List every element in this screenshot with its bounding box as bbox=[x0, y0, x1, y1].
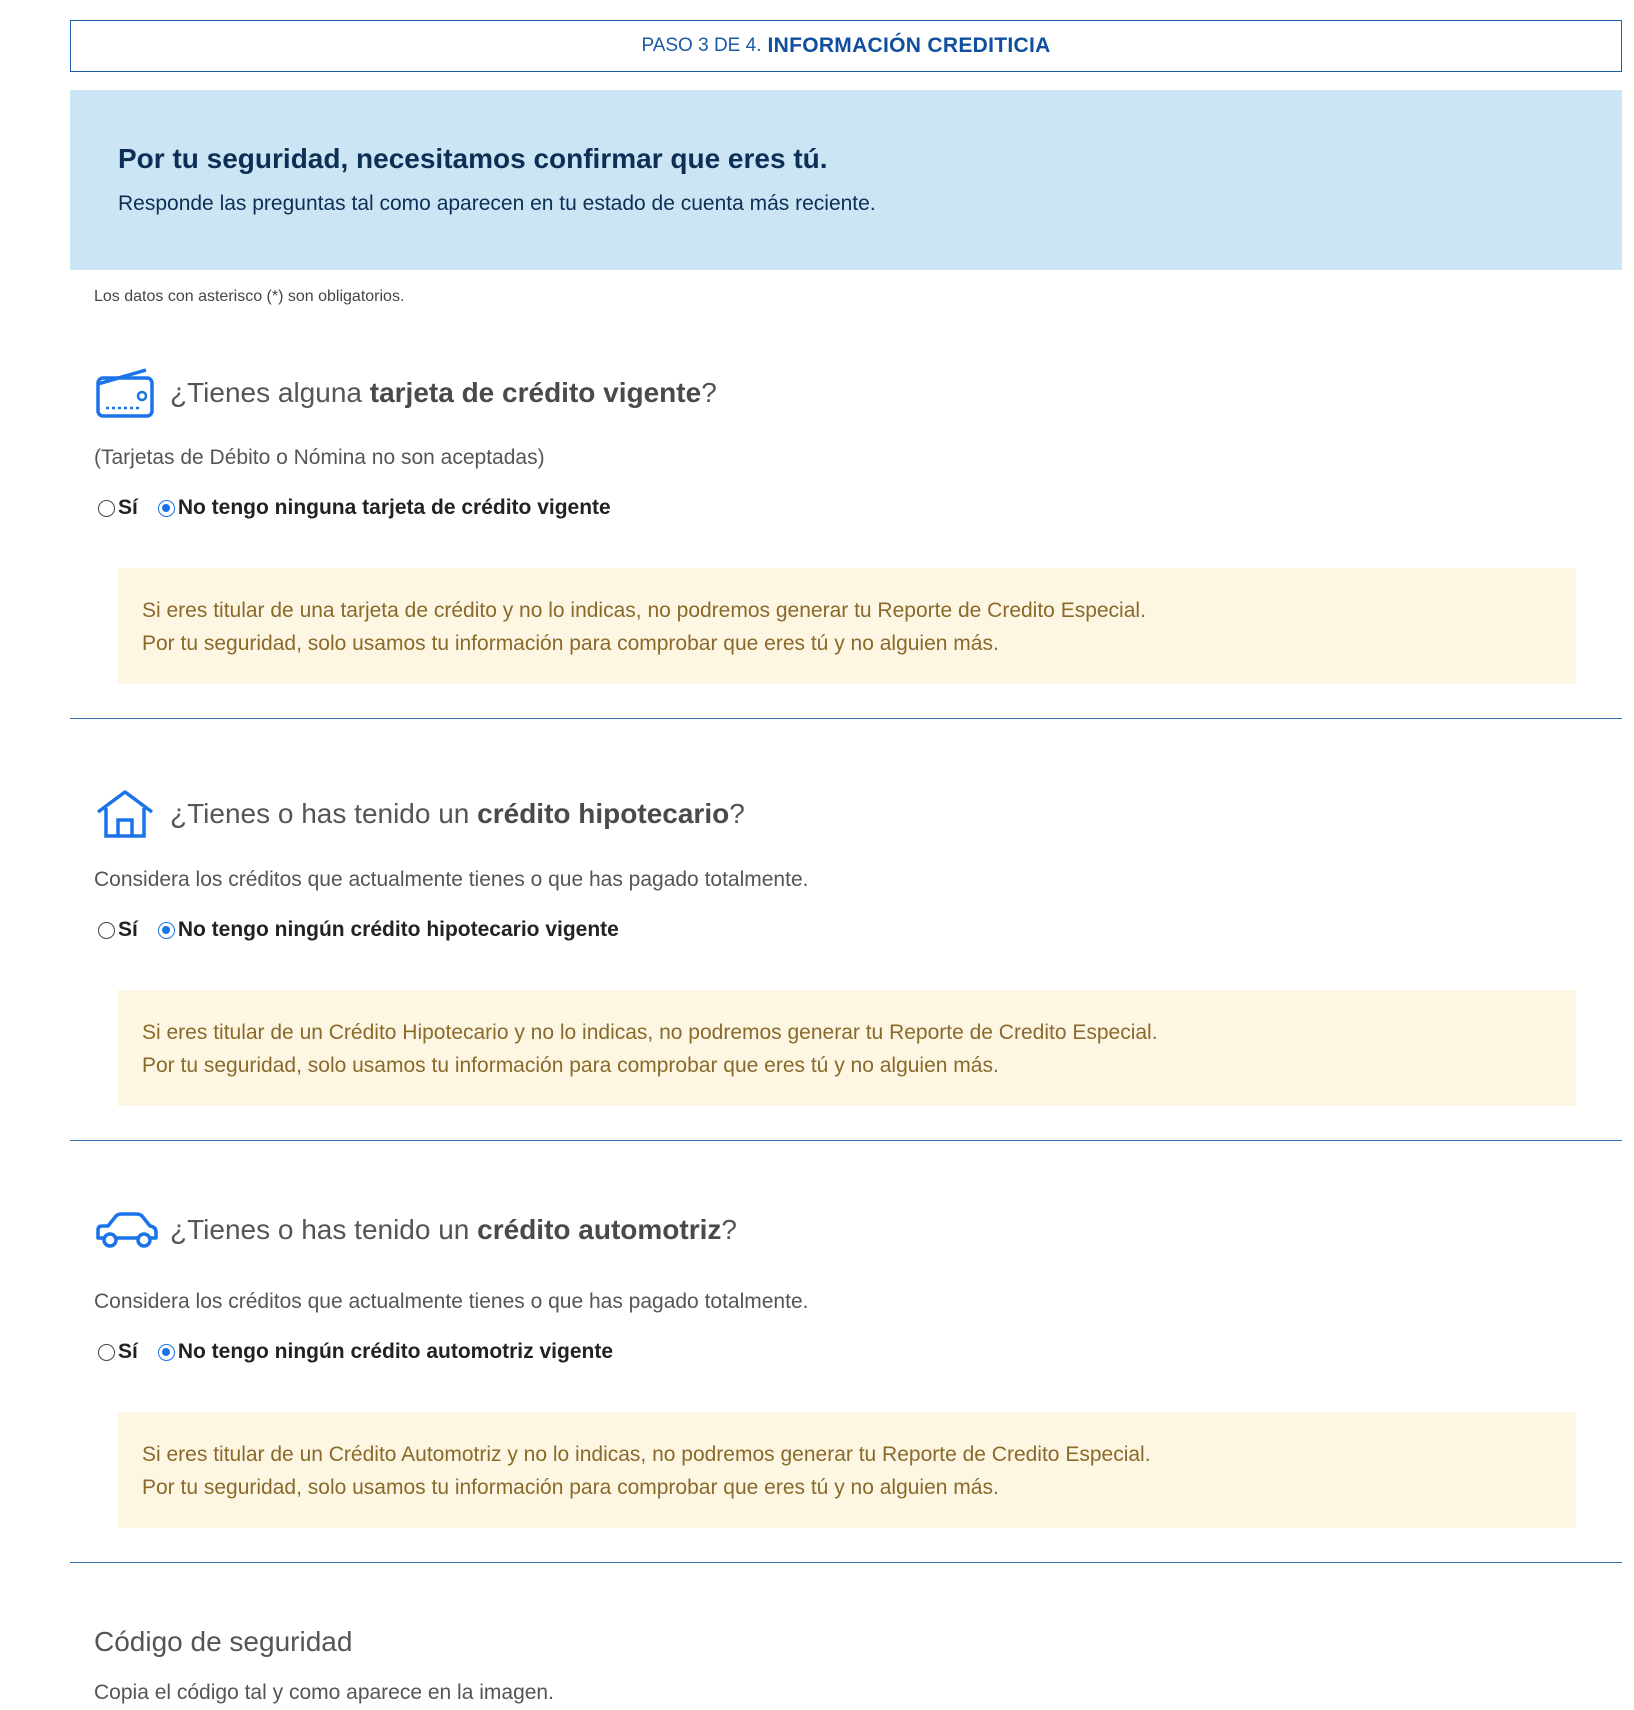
radio-no[interactable] bbox=[158, 500, 175, 517]
radio-option-yes[interactable]: Sí bbox=[98, 496, 138, 520]
step-header bbox=[70, 20, 1622, 72]
security-banner bbox=[70, 90, 1622, 270]
question-heading bbox=[94, 788, 745, 840]
required-fields-note: Los datos con asterisco (*) son obligatorios. bbox=[94, 288, 405, 305]
question-text: ¿Tienes o has tenido un crédito hipotecario? bbox=[170, 798, 745, 829]
radio-option-yes[interactable]: Sí bbox=[98, 1340, 138, 1364]
banner-subtitle: Responde las preguntas tal como aparecen en tu estado de cuenta más reciente. bbox=[118, 192, 876, 215]
question-text: ¿Tienes alguna tarjeta de crédito vigente? bbox=[170, 377, 717, 408]
section-divider bbox=[70, 718, 1622, 719]
warning-notice: Si eres titular de un Crédito Automotriz y no lo indicas, no podremos generar tu Reporte de Credito Especial. Por tu seguridad, solo usamos tu información para comprobar que eres tú y no alguien más. bbox=[118, 1412, 1576, 1528]
question-hint: (Tarjetas de Débito o Nómina no son aceptadas) bbox=[94, 446, 545, 469]
question-auto-loan bbox=[70, 1174, 1622, 1568]
question-text: ¿Tienes o has tenido un crédito automotriz? bbox=[170, 1214, 737, 1245]
question-heading bbox=[94, 1210, 737, 1250]
question-credit-card bbox=[70, 330, 1622, 724]
section-divider bbox=[70, 1140, 1622, 1141]
question-mortgage bbox=[70, 752, 1622, 1146]
car-icon bbox=[94, 1210, 170, 1250]
question-heading bbox=[94, 366, 717, 420]
question-hint: Considera los créditos que actualmente tienes o que has pagado totalmente. bbox=[94, 868, 809, 891]
question-hint: Considera los créditos que actualmente tienes o que has pagado totalmente. bbox=[94, 1290, 809, 1313]
radio-option-no[interactable]: No tengo ningún crédito hipotecario vigente bbox=[158, 918, 619, 942]
house-icon bbox=[94, 788, 170, 840]
warning-notice: Si eres titular de una tarjeta de crédito y no lo indicas, no podremos generar tu Reporte de Credito Especial. Por tu seguridad, solo usamos tu información para comprobar que eres tú y no alguien más. bbox=[118, 568, 1576, 684]
captcha-title: Código de seguridad bbox=[94, 1626, 353, 1657]
captcha-instructions: Copia el código tal y como aparece en la imagen. bbox=[94, 1681, 554, 1704]
credit-card-icon bbox=[94, 366, 170, 420]
radio-no[interactable] bbox=[158, 922, 175, 939]
warning-notice: Si eres titular de un Crédito Hipotecario y no lo indicas, no podremos generar tu Reporte de Credito Especial. Por tu seguridad, solo usamos tu información para comprobar que eres tú y no alguien más. bbox=[118, 990, 1576, 1106]
radio-group bbox=[98, 918, 639, 942]
step-indicator: PASO 3 DE 4. bbox=[641, 35, 762, 56]
radio-yes[interactable] bbox=[98, 1344, 115, 1361]
radio-group bbox=[98, 496, 631, 520]
radio-option-no[interactable]: No tengo ninguna tarjeta de crédito vigente bbox=[158, 496, 611, 520]
section-divider bbox=[70, 1562, 1622, 1563]
radio-option-yes[interactable]: Sí bbox=[98, 918, 138, 942]
radio-yes[interactable] bbox=[98, 922, 115, 939]
radio-group bbox=[98, 1340, 633, 1364]
banner-title: Por tu seguridad, necesitamos confirmar que eres tú. bbox=[118, 143, 828, 174]
radio-option-no[interactable]: No tengo ningún crédito automotriz vigente bbox=[158, 1340, 613, 1364]
radio-no[interactable] bbox=[158, 1344, 175, 1361]
radio-yes[interactable] bbox=[98, 500, 115, 517]
step-title: INFORMACIÓN CREDITICIA bbox=[767, 34, 1051, 57]
